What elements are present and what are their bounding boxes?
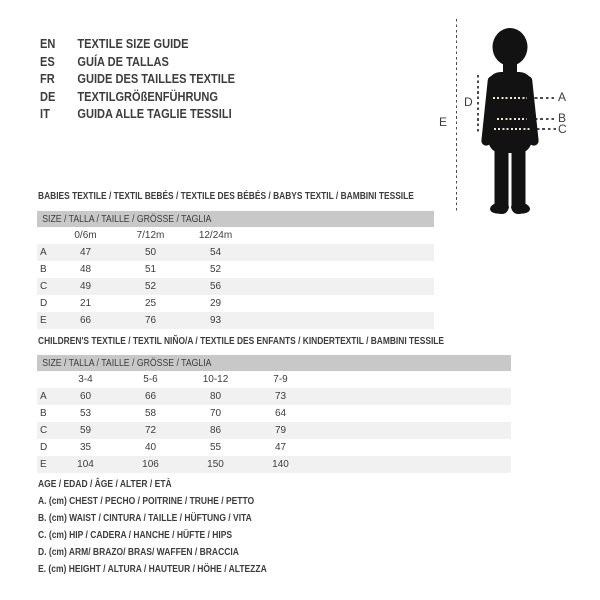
language-row-es <box>40 53 235 71</box>
cell: 48 <box>79 264 92 275</box>
chest-measure-line-a <box>493 97 527 99</box>
table-row <box>37 261 434 278</box>
language-code: ES <box>40 53 55 69</box>
cell: 93 <box>209 315 222 326</box>
row-label: B <box>40 408 47 419</box>
column-header: 7/12m <box>136 230 165 241</box>
size-header-bar <box>37 355 511 371</box>
language-code: DE <box>40 88 56 104</box>
cell: 140 <box>272 459 289 470</box>
cell: 60 <box>79 391 92 402</box>
legend-line-hip: C. (cm) HIP / CADERA / HANCHE / HÜFTE / HIPS <box>38 530 233 541</box>
waist-measure-line-b <box>497 118 527 120</box>
legend-line-chest: A. (cm) CHEST / PECHO / POITRINE / TRUHE / PETTO <box>38 496 255 507</box>
cell: 66 <box>144 391 157 402</box>
row-label: C <box>40 281 48 292</box>
legend-line-arm: D. (cm) ARM/ BRAZO/ BRAS/ WAFFEN / BRACCIA <box>38 547 239 558</box>
column-header: 0/6m <box>74 230 97 241</box>
legend-line-age: AGE / EDAD / ÂGE / ALTER / ETÀ <box>38 479 172 490</box>
figure-label-d: D <box>464 95 473 109</box>
cell: 72 <box>144 425 157 436</box>
language-label: GUÍA DE TALLAS <box>77 53 169 69</box>
language-row-fr <box>40 70 235 88</box>
cell: 53 <box>79 408 92 419</box>
language-row-de <box>40 88 235 106</box>
height-measure-line-e <box>456 19 458 213</box>
cell: 150 <box>207 459 224 470</box>
row-label: D <box>40 298 48 309</box>
row-label: D <box>40 442 48 453</box>
cell: 40 <box>144 442 157 453</box>
cell: 79 <box>274 425 287 436</box>
language-code: EN <box>40 36 56 51</box>
cell: 47 <box>79 247 92 258</box>
cell: 58 <box>144 408 157 419</box>
cell: 56 <box>209 281 222 292</box>
table-row <box>37 244 434 261</box>
table-row <box>37 422 511 439</box>
language-code: IT <box>40 106 50 121</box>
row-label: A <box>40 391 47 402</box>
cell: 64 <box>274 408 287 419</box>
cell: 47 <box>274 442 287 453</box>
size-header-label: SIZE / TALLA / TAILLE / GRÖSSE / TAGLIA <box>42 357 212 369</box>
language-label: TEXTILGRÖßENFÜHRUNG <box>77 88 218 104</box>
figure-label-a: A <box>558 90 567 104</box>
cell: 50 <box>144 247 157 258</box>
babies-section-heading: BABIES TEXTILE / TEXTIL BEBÉS / TEXTILE DES BÉBÉS / BABYS TEXTIL / BAMBINI TESSILE <box>38 190 414 202</box>
row-label: A <box>40 247 47 258</box>
cell: 86 <box>209 425 222 436</box>
language-label: TEXTILE SIZE GUIDE <box>77 36 189 51</box>
table-row <box>37 439 511 456</box>
table-row <box>37 456 511 473</box>
table-row <box>37 295 434 312</box>
cell: 66 <box>79 315 92 326</box>
row-label: B <box>40 264 47 275</box>
size-header-bar <box>37 211 434 227</box>
cell: 76 <box>144 315 157 326</box>
row-label: E <box>40 459 47 470</box>
column-header: 10-12 <box>202 374 229 385</box>
cell: 106 <box>142 459 159 470</box>
babies-size-table <box>37 211 434 329</box>
column-header: 3-4 <box>78 374 93 385</box>
cell: 29 <box>209 298 222 309</box>
measurement-legend <box>38 476 267 578</box>
cell: 73 <box>274 391 287 402</box>
language-code: FR <box>40 71 55 86</box>
column-header: 7-9 <box>273 374 288 385</box>
column-header: 5-6 <box>143 374 158 385</box>
language-label: GUIDA ALLE TAGLIE TESSILI <box>77 106 232 121</box>
cell: 80 <box>209 391 222 402</box>
figure-label-e: E <box>439 115 448 129</box>
cell: 49 <box>79 281 92 292</box>
cell: 54 <box>209 247 222 258</box>
column-header-row <box>37 371 511 388</box>
language-list <box>40 35 235 123</box>
size-header-label: SIZE / TALLA / TAILLE / GRÖSSE / TAGLIA <box>42 213 212 225</box>
cell: 104 <box>77 459 94 470</box>
cell: 35 <box>79 442 92 453</box>
cell: 52 <box>209 264 222 275</box>
language-label: GUIDE DES TAILLES TEXTILE <box>77 71 235 86</box>
column-header: 12/24m <box>198 230 233 241</box>
hip-measure-line-c <box>494 128 530 130</box>
table-row <box>37 278 434 295</box>
cell: 21 <box>79 298 92 309</box>
legend-line-waist: B. (cm) WAIST / CINTURA / TAILLE / HÜFTUNG / VITA <box>38 513 252 524</box>
child-silhouette-icon <box>478 26 542 216</box>
cell: 59 <box>79 425 92 436</box>
column-header-row <box>37 227 434 244</box>
language-row-it <box>40 105 235 123</box>
children-section-heading: CHILDREN'S TEXTILE / TEXTIL NIÑO/A / TEXTILE DES ENFANTS / KINDERTEXTIL / BAMBINI TESSILE <box>38 335 445 347</box>
cell: 52 <box>144 281 157 292</box>
language-row-en <box>40 35 235 53</box>
table-row <box>37 405 511 422</box>
figure-label-b: B <box>558 111 567 125</box>
row-label: C <box>40 425 48 436</box>
children-size-table <box>37 355 511 473</box>
table-row <box>37 312 434 329</box>
table-row <box>37 388 511 405</box>
row-label: E <box>40 315 47 326</box>
cell: 25 <box>144 298 157 309</box>
legend-line-height: E. (cm) HEIGHT / ALTURA / HAUTEUR / HÖHE / ALTEZZA <box>38 564 267 575</box>
cell: 51 <box>144 264 157 275</box>
cell: 70 <box>209 408 222 419</box>
cell: 55 <box>209 442 222 453</box>
figure-label-c: C <box>558 122 567 136</box>
